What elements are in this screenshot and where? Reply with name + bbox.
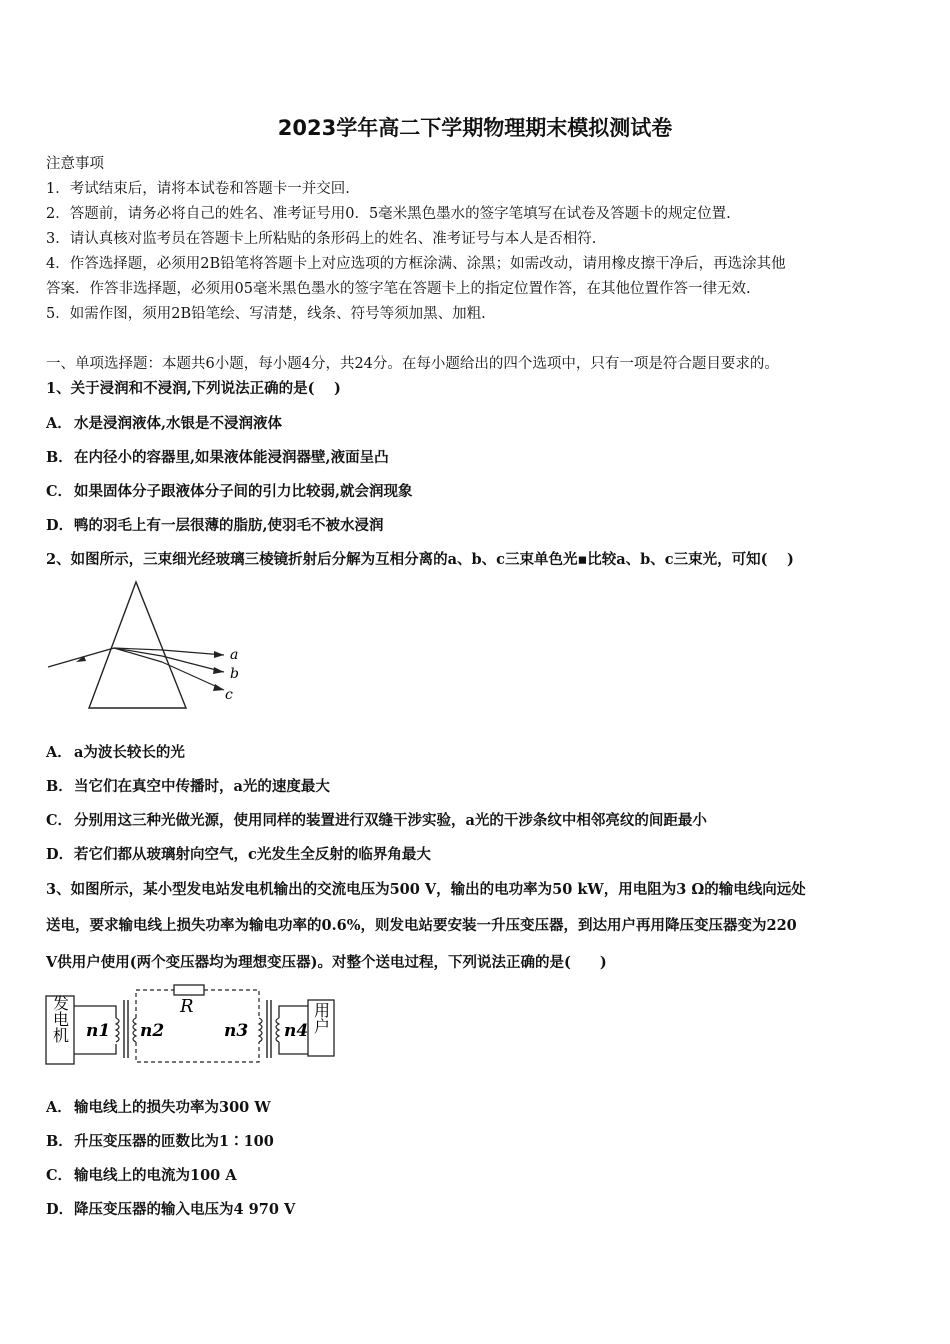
notice-line-2: 2．答题前，请务必将自己的姓名、准考证号用0．5毫米黑色墨水的签字笔填写在试卷及答题卡的规定位置. — [46, 206, 731, 222]
q1-option-d — [46, 514, 384, 535]
option-letter: A． — [46, 744, 72, 761]
ray-label-b: b — [230, 666, 239, 682]
option-letter: B． — [46, 449, 73, 466]
notice-line-5: 5．如需作图，须用2B铅笔绘、写清楚，线条、符号等须加黑、加粗. — [46, 306, 486, 322]
option-text: 降压变压器的输入电压为4 970 V — [74, 1201, 296, 1218]
option-letter: A． — [46, 1099, 72, 1116]
label-R: R — [180, 996, 194, 1017]
notice-line-4-cont: 答案．作答非选择题，必须用05毫米黑色墨水的签字笔在答题卡上的指定位置作答，在其他位置作答一律无效. — [46, 281, 751, 297]
notice-line-1: 1．考试结束后，请将本试卷和答题卡一并交回. — [46, 181, 350, 197]
option-letter: D． — [46, 1201, 74, 1218]
q1-stem: 1、关于浸润和不浸润,下列说法正确的是( ) — [46, 380, 341, 397]
generator-label: 发电机 — [50, 995, 70, 1043]
page-title: 2023学年高二下学期物理期末模拟测试卷 — [277, 116, 673, 140]
label-n3: n3 — [224, 1021, 249, 1041]
option-text: 输电线上的损失功率为300 W — [74, 1099, 271, 1116]
option-letter: B． — [46, 1133, 73, 1150]
q3-stem-line-1: 3、如图所示，某小型发电站发电机输出的交流电压为500 V，输出的电功率为50 kW，用电阻为3 Ω的输电线向远处 — [46, 881, 806, 898]
option-text: 鸭的羽毛上有一层很薄的脂肪,使羽毛不被水浸润 — [74, 517, 384, 534]
q1-option-c — [46, 480, 413, 501]
option-letter: C． — [46, 483, 73, 500]
q2-stem: 2、如图所示，三束细光经玻璃三棱镜折射后分解为互相分离的a、b、c三束单色光▪比较a、b、c三束光，可知( ) — [46, 551, 794, 568]
option-letter: C． — [46, 812, 73, 829]
option-text: 升压变压器的匝数比为1∶100 — [74, 1133, 274, 1150]
q3-option-c — [46, 1164, 237, 1185]
option-letter: C． — [46, 1167, 73, 1184]
prism-triangle — [89, 582, 186, 708]
option-text: 当它们在真空中传播时，a光的速度最大 — [74, 778, 330, 795]
option-text: 在内径小的容器里,如果液体能浸润器壁,液面呈凸 — [74, 449, 389, 466]
option-letter: D． — [46, 517, 74, 534]
option-text: 分别用这三种光做光源，使用同样的装置进行双缝干涉实验，a光的干涉条纹中相邻亮纹的间距最小 — [74, 812, 707, 829]
option-letter: D． — [46, 846, 74, 863]
transmission-diagram — [44, 982, 340, 1068]
q3-option-d — [46, 1198, 295, 1219]
option-text: 若它们都从玻璃射向空气，c光发生全反射的临界角最大 — [74, 846, 431, 863]
option-text: a为波长较长的光 — [74, 744, 185, 761]
q2-option-d — [46, 843, 431, 864]
label-n4: n4 — [284, 1021, 309, 1041]
q1-option-b — [46, 446, 389, 467]
prism-diagram — [44, 578, 254, 713]
q2-option-c — [46, 809, 707, 830]
option-letter: B． — [46, 778, 73, 795]
q3-stem-line-2: 送电，要求输电线上损失功率为输电功率的0.6%，则发电站要安装一升压变压器，到达用户再用降压变压器变为220 — [46, 917, 797, 934]
label-n2: n2 — [140, 1021, 165, 1041]
notice-line-4: 4．作答选择题，必须用2B铅笔将答题卡上对应选项的方框涂满、涂黑；如需改动，请用橡皮擦干净后，再选涂其他 — [46, 256, 786, 272]
user-label: 用户 — [311, 1002, 331, 1034]
q3-option-a — [46, 1096, 271, 1117]
q1-option-a — [46, 412, 282, 433]
label-n1: n1 — [86, 1021, 111, 1041]
ray-label-c: c — [225, 687, 233, 703]
q2-option-a — [46, 741, 185, 762]
option-text: 如果固体分子跟液体分子间的引力比较弱,就会润现象 — [74, 483, 413, 500]
option-text: 水是浸润液体,水银是不浸润液体 — [74, 415, 283, 432]
section-heading: 一、单项选择题：本题共6小题，每小题4分，共24分。在每小题给出的四个选项中，只有一项是符合题目要求的。 — [46, 356, 779, 372]
q2-option-b — [46, 775, 330, 796]
q3-option-b — [46, 1130, 274, 1151]
notice-heading: 注意事项 — [46, 156, 104, 172]
ray-label-a: a — [230, 647, 239, 663]
q3-stem-line-3: V供用户使用(两个变压器均为理想变压器)。对整个送电过程，下列说法正确的是( ) — [46, 954, 607, 971]
resistor — [174, 985, 204, 995]
option-text: 输电线上的电流为100 A — [74, 1167, 237, 1184]
option-letter: A． — [46, 415, 72, 432]
notice-line-3: 3．请认真核对监考员在答题卡上所粘贴的条形码上的姓名、准考证号与本人是否相符. — [46, 231, 597, 247]
